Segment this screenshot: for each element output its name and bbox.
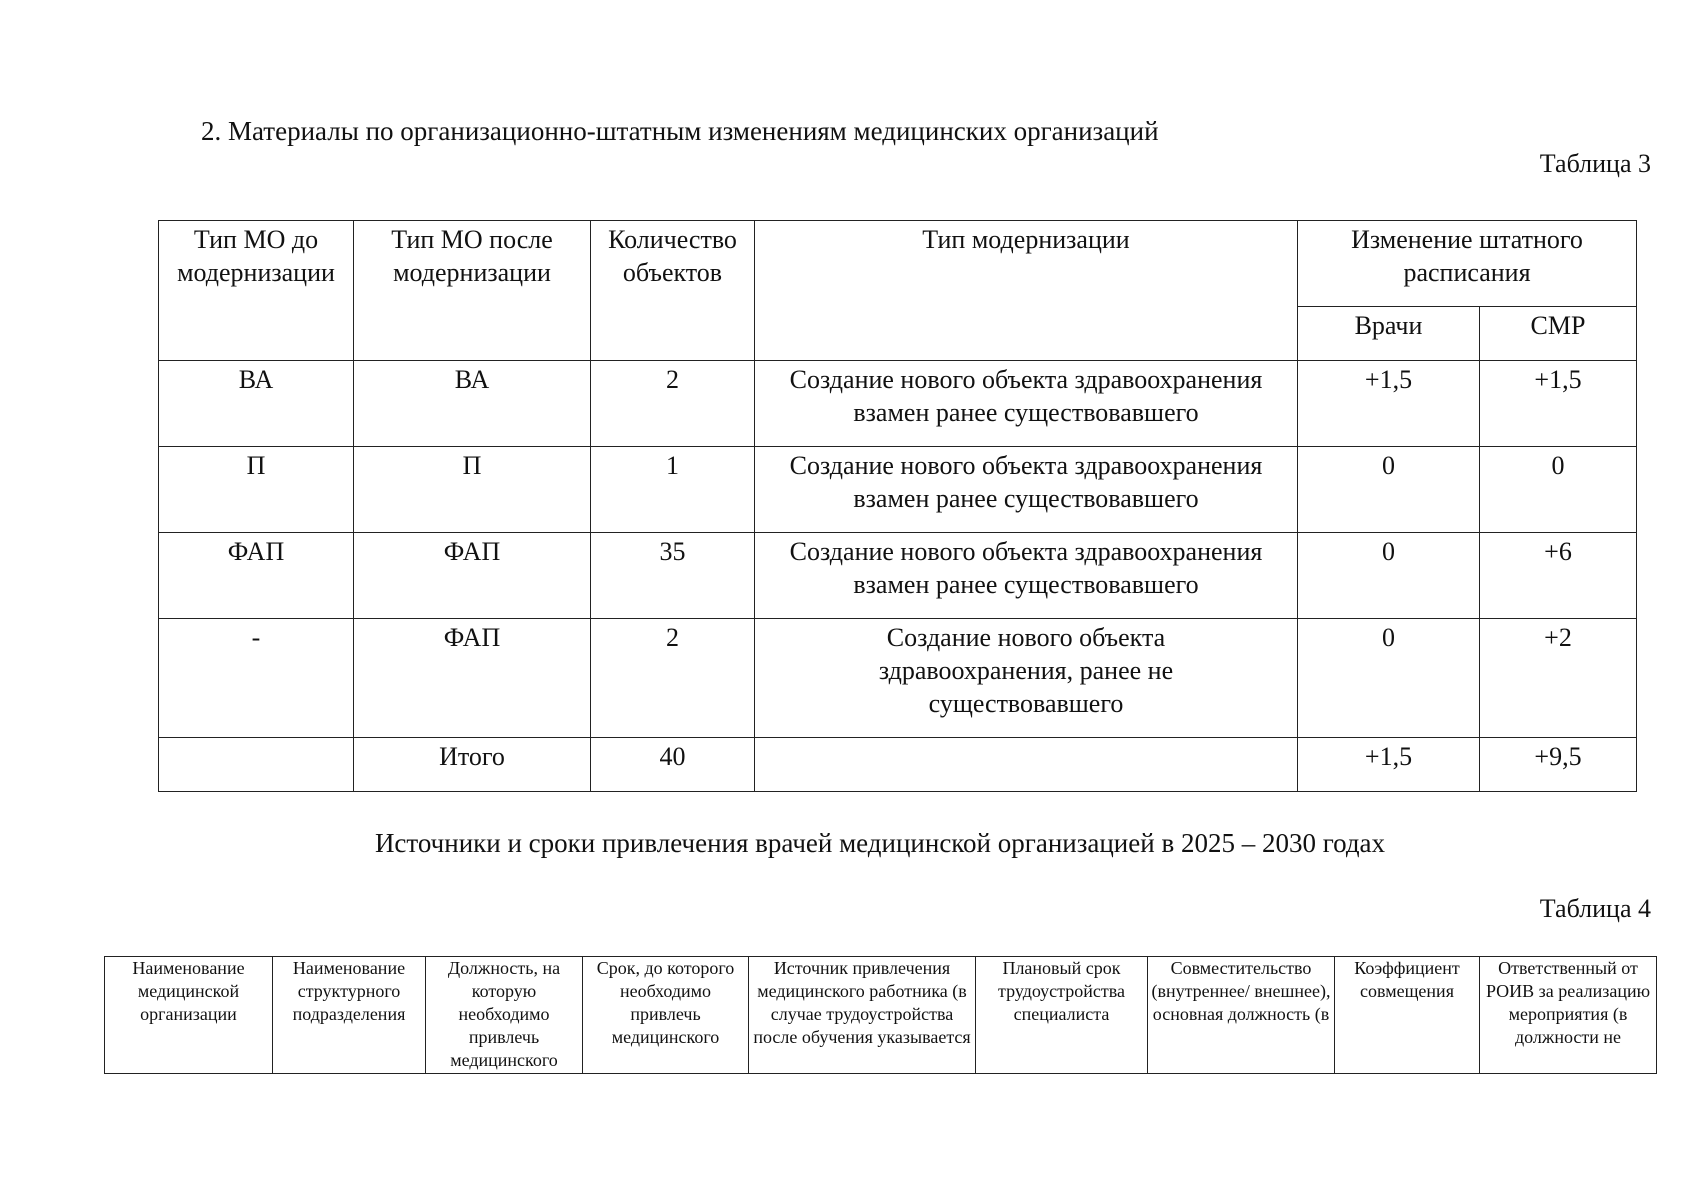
table-row [159, 619, 1637, 738]
cell-type-after: П [354, 447, 591, 533]
cell-count: 35 [591, 533, 755, 619]
header-label: Ответственный от РОИВ за реализацию мероприятия (в должности не [1485, 958, 1651, 1047]
header-label: Срок, до которого необходимо привлечь медицинского [596, 958, 735, 1047]
header-planned-employment-date [976, 957, 1148, 1074]
cell-smr: 0 [1480, 447, 1637, 533]
cell-type-before: - [159, 619, 354, 738]
header-type-after: Тип МО после модернизации [354, 221, 591, 361]
cell-smr: +6 [1480, 533, 1637, 619]
table-total-row [159, 738, 1637, 792]
cell-modernization-type: Создание нового объекта здравоохранения взамен ранее существовавшего [755, 361, 1298, 447]
cell-total-count: 40 [591, 738, 755, 792]
cell-total-label: Итого [354, 738, 591, 792]
table3-caption: Таблица 3 [1539, 149, 1651, 178]
doctor-recruitment-table [104, 956, 1657, 1074]
header-label: Наименование структурного подразделения [292, 958, 406, 1024]
header-modernization-type: Тип модернизации [755, 221, 1298, 361]
cell-smr: +1,5 [1480, 361, 1637, 447]
cell-modernization-type: Создание нового объекта здравоохранения взамен ранее существовавшего [755, 447, 1298, 533]
cell-smr: +2 [1480, 619, 1637, 738]
header-label: Источник привлечения медицинского работника (в случае трудоустройства после обучения указывается [753, 958, 971, 1047]
cell-total-smr: +9,5 [1480, 738, 1637, 792]
cell-doctors: 0 [1298, 447, 1480, 533]
header-smr: СМР [1480, 307, 1637, 361]
table-row [159, 361, 1637, 447]
cell-type-before: ВА [159, 361, 354, 447]
cell-doctors: 0 [1298, 619, 1480, 738]
section-title: 2. Материалы по организационно-штатным изменениям медицинских организаций [201, 116, 1159, 146]
cell-modernization-type: Создание нового объекта здравоохранения взамен ранее существовавшего [755, 533, 1298, 619]
header-label: Должность, на которую необходимо привлечь медицинского [447, 958, 561, 1070]
header-recruitment-source [749, 957, 976, 1074]
table4-heading: Источники и сроки привлечения врачей медицинской организацией в 2025 – 2030 годах [374, 828, 1386, 858]
cell-type-before [159, 738, 354, 792]
cell-doctors: 0 [1298, 533, 1480, 619]
header-count: Количество объектов [591, 221, 755, 361]
cell-doctors: +1,5 [1298, 361, 1480, 447]
table-row [159, 447, 1637, 533]
cell-type-after: ФАП [354, 533, 591, 619]
header-organization-name [105, 957, 273, 1074]
cell-type-before: П [159, 447, 354, 533]
cell-count: 1 [591, 447, 755, 533]
cell-count: 2 [591, 619, 755, 738]
cell-modernization-type: Создание нового объекта здравоохранения, ранее не существовавшего [755, 619, 1298, 738]
header-type-before: Тип МО до модернизации [159, 221, 354, 361]
staffing-changes-table [158, 220, 1637, 792]
cell-modernization-type [755, 738, 1298, 792]
header-label: Наименование медицинской организации [132, 958, 245, 1024]
header-label: Совместительство (внутреннее/ внешнее), основная должность (в [1151, 958, 1331, 1024]
table4-caption: Таблица 4 [1539, 894, 1651, 923]
header-department-name [273, 957, 426, 1074]
header-deadline [583, 957, 749, 1074]
cell-type-after: ВА [354, 361, 591, 447]
header-staff-change: Изменение штатного расписания [1298, 221, 1637, 307]
table-row [159, 533, 1637, 619]
header-label: Коэффициент совмещения [1354, 958, 1460, 1001]
header-part-time [1148, 957, 1335, 1074]
header-doctors: Врачи [1298, 307, 1480, 361]
header-combination-coefficient [1335, 957, 1480, 1074]
header-responsible-person [1480, 957, 1657, 1074]
cell-total-doctors: +1,5 [1298, 738, 1480, 792]
cell-type-before: ФАП [159, 533, 354, 619]
header-label: Плановый срок трудоустройства специалиста [997, 958, 1125, 1024]
cell-type-after: ФАП [354, 619, 591, 738]
header-position [426, 957, 583, 1074]
cell-count: 2 [591, 361, 755, 447]
